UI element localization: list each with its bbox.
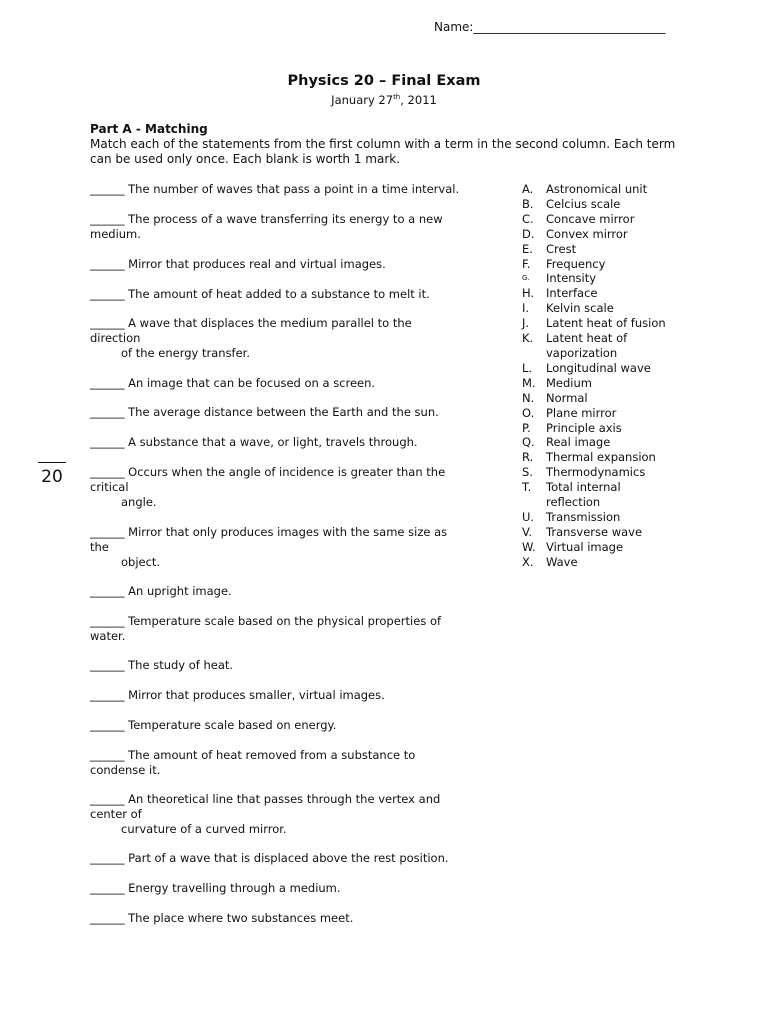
- term-label-continued: reflection: [546, 495, 601, 510]
- question-item: [90, 688, 490, 703]
- term-item: [522, 555, 722, 570]
- term-letter: O.: [522, 405, 535, 420]
- question-text[interactable]: ______ Occurs when the angle of incidence is greater than the: [90, 465, 446, 479]
- question-item: [90, 851, 490, 866]
- score-box: [38, 462, 66, 487]
- question-text[interactable]: ______ Mirror that produces smaller, virtual images.: [90, 688, 385, 702]
- question-item: [90, 405, 490, 420]
- question-item: [90, 182, 490, 197]
- question-item: [90, 881, 490, 896]
- date-month-day: January 27: [331, 93, 394, 107]
- question-text[interactable]: ______ An theoretical line that passes through the vertex and: [90, 792, 441, 806]
- question-text[interactable]: ______ The number of waves that pass a point in a time interval.: [90, 182, 460, 196]
- question-text-wrap: the: [90, 540, 109, 554]
- question-item: [90, 316, 490, 361]
- term-letter: H.: [522, 286, 535, 301]
- question-text[interactable]: ______ Energy travelling through a medium.: [90, 881, 341, 895]
- term-item: [522, 271, 722, 286]
- question-text[interactable]: ______ Part of a wave that is displaced above the rest position.: [90, 851, 449, 865]
- score-line: [38, 462, 66, 463]
- term-letter: M.: [522, 375, 536, 390]
- term-label: Intensity: [546, 271, 597, 286]
- term-letter: E.: [522, 241, 533, 256]
- term-item: [522, 361, 722, 376]
- term-label: Real image: [546, 435, 611, 450]
- term-label-continued: vaporization: [546, 345, 618, 360]
- term-item: [522, 525, 722, 540]
- term-item: [522, 257, 722, 272]
- term-item: [522, 301, 722, 316]
- term-item: [522, 406, 722, 421]
- question-text-wrap: critical: [90, 480, 129, 494]
- score-total: 20: [41, 467, 63, 487]
- term-letter: A.: [522, 182, 534, 196]
- term-item: [522, 376, 722, 391]
- term-label: Crest: [546, 241, 577, 256]
- term-letter: X.: [522, 554, 534, 569]
- question-text[interactable]: ______ The process of a wave transferring its energy to a new: [90, 212, 443, 226]
- term-letter: Q.: [522, 435, 535, 450]
- term-label: Latent heat of fusion: [546, 316, 666, 331]
- term-label: Latent heat of: [546, 331, 628, 346]
- question-item: [90, 748, 490, 778]
- term-item: [522, 212, 722, 227]
- term-letter: N.: [522, 390, 535, 405]
- question-text[interactable]: ______ Mirror that only produces images with the same size as: [90, 525, 448, 539]
- term-label: Astronomical unit: [546, 182, 648, 196]
- term-item: [522, 182, 722, 197]
- term-item: [522, 286, 722, 301]
- term-letter: K.: [522, 331, 534, 346]
- term-letter: I.: [522, 301, 530, 316]
- question-text-wrap: condense it.: [90, 763, 161, 777]
- question-text-wrap: center of: [90, 807, 142, 821]
- question-item: [90, 718, 490, 733]
- question-text-continued: object.: [121, 555, 161, 569]
- term-label: Convex mirror: [546, 226, 628, 241]
- term-letter: V.: [522, 524, 533, 539]
- term-label: Normal: [546, 390, 588, 405]
- term-letter: D.: [522, 226, 535, 241]
- term-item: [522, 197, 722, 212]
- term-letter: B.: [522, 196, 534, 211]
- term-item-continued: [522, 346, 722, 361]
- term-letter: J.: [522, 316, 530, 331]
- term-label: Virtual image: [546, 539, 624, 554]
- question-text[interactable]: ______ Mirror that produces real and virtual images.: [90, 257, 386, 271]
- name-field[interactable]: Name:________________________________: [434, 20, 666, 34]
- term-label: Principle axis: [546, 420, 622, 435]
- question-item: [90, 614, 490, 644]
- question-item: [90, 911, 490, 926]
- question-text[interactable]: ______ A substance that a wave, or light, travels through.: [90, 435, 418, 449]
- term-item: [522, 331, 722, 346]
- term-item: [522, 391, 722, 406]
- term-label: Thermal expansion: [546, 450, 656, 465]
- question-text[interactable]: ______ The amount of heat removed from a substance to: [90, 748, 416, 762]
- term-list: [522, 182, 722, 570]
- question-text[interactable]: ______ Temperature scale based on the physical properties of: [90, 614, 442, 628]
- question-item: [90, 435, 490, 450]
- term-letter: R.: [522, 450, 534, 465]
- question-text[interactable]: ______ A wave that displaces the medium parallel to the: [90, 316, 412, 330]
- term-item: [522, 242, 722, 257]
- term-item: [522, 465, 722, 480]
- question-item: [90, 792, 490, 837]
- term-letter: L.: [522, 360, 533, 375]
- question-text[interactable]: ______ The amount of heat added to a substance to melt it.: [90, 287, 430, 301]
- term-letter: W.: [522, 539, 536, 554]
- term-item: [522, 227, 722, 242]
- term-letter: C.: [522, 211, 534, 226]
- term-label: Frequency: [546, 256, 606, 271]
- term-label: Kelvin scale: [546, 301, 614, 316]
- question-item: [90, 465, 490, 510]
- question-item: [90, 287, 490, 302]
- term-label: Thermodynamics: [546, 465, 646, 480]
- term-item: [522, 540, 722, 555]
- date-year: , 2011: [400, 93, 437, 107]
- term-label: Concave mirror: [546, 211, 635, 226]
- question-text-continued: of the energy transfer.: [121, 346, 251, 360]
- term-letter: G.: [522, 274, 530, 283]
- term-label: Interface: [546, 286, 598, 301]
- term-item: [522, 316, 722, 331]
- question-item: [90, 584, 490, 599]
- term-item-continued: [522, 495, 722, 510]
- term-item: [522, 421, 722, 436]
- term-label: Celcius scale: [546, 196, 621, 211]
- question-item: [90, 376, 490, 391]
- question-text[interactable]: ______ An image that can be focused on a screen.: [90, 376, 376, 390]
- question-item: [90, 658, 490, 673]
- term-item: [522, 435, 722, 450]
- term-label: Medium: [546, 375, 592, 390]
- term-letter: F.: [522, 256, 531, 271]
- term-item: [522, 450, 722, 465]
- term-label: Total internal: [546, 480, 621, 495]
- question-text[interactable]: ______ The place where two substances meet.: [90, 911, 354, 925]
- question-text[interactable]: ______ The average distance between the Earth and the sun.: [90, 405, 439, 419]
- question-text-wrap: water.: [90, 629, 126, 643]
- term-label: Transmission: [546, 509, 621, 524]
- question-item: [90, 257, 490, 272]
- exam-date: [0, 93, 768, 107]
- term-label: Wave: [546, 554, 578, 569]
- term-letter: P.: [522, 420, 531, 435]
- question-text-continued: angle.: [121, 495, 157, 509]
- term-item: [522, 510, 722, 525]
- question-text[interactable]: ______ The study of heat.: [90, 658, 234, 672]
- question-item: [90, 212, 490, 242]
- question-text[interactable]: ______ An upright image.: [90, 584, 232, 598]
- part-a-heading: Part A - Matching: [90, 122, 208, 136]
- term-label: Longitudinal wave: [546, 360, 651, 375]
- question-text[interactable]: ______ Temperature scale based on energy.: [90, 718, 337, 732]
- question-text-wrap: medium.: [90, 227, 141, 241]
- exam-title: Physics 20 – Final Exam: [287, 73, 481, 89]
- term-item: [522, 480, 722, 495]
- date-ordinal: th: [393, 93, 401, 102]
- term-label: Plane mirror: [546, 405, 617, 420]
- question-item: [90, 525, 490, 570]
- term-letter: T.: [522, 480, 532, 495]
- question-text-continued: curvature of a curved mirror.: [121, 822, 287, 836]
- term-letter: S.: [522, 465, 533, 480]
- term-label: Transverse wave: [546, 524, 643, 539]
- part-a-instructions: Match each of the statements from the first column with a term in the second column. Each term can be used only once. Each blank is worth 1 mark.: [90, 137, 676, 166]
- term-letter: U.: [522, 509, 535, 524]
- question-text-wrap: direction: [90, 331, 141, 345]
